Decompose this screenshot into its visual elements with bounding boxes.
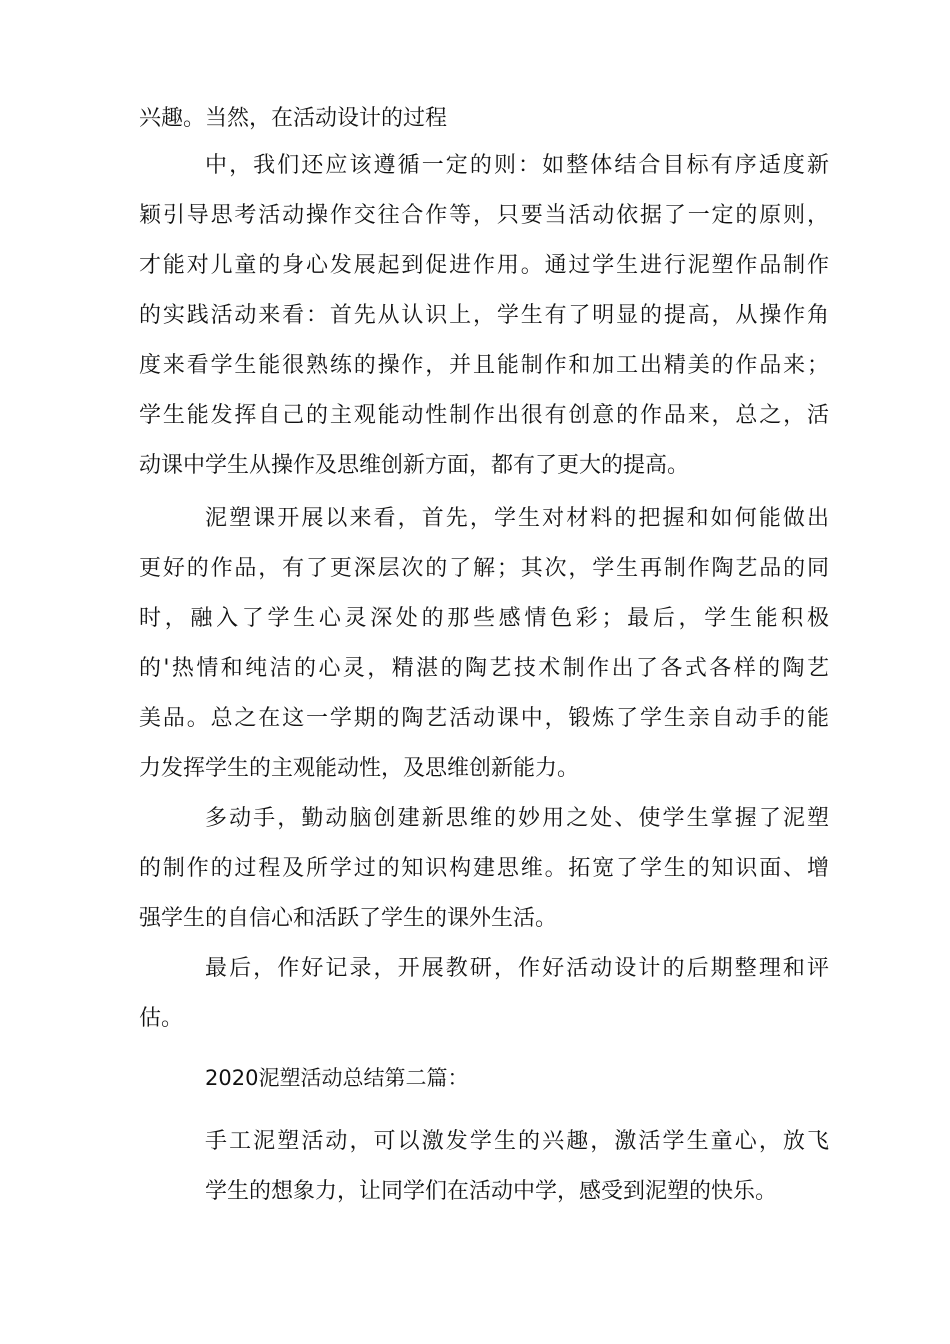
text-line: 强学生的自信心和活跃了学生的课外生活。 — [139, 906, 558, 931]
text-line: 多动手，勤动脑创建新思维的妙用之处、使学生掌握了泥塑 — [205, 806, 829, 831]
text-line: 美品。总之在这一学期的陶艺活动课中，锻炼了学生亲自动手的能 — [139, 706, 829, 731]
text-line: 的'热情和纯洁的心灵，精湛的陶艺技术制作出了各式各样的陶艺 — [139, 656, 829, 681]
text-line: 泥塑课开展以来看，首先，学生对材料的把握和如何能做出 — [205, 506, 829, 531]
text-line: 的制作的过程及所学过的知识构建思维。拓宽了学生的知识面、增 — [139, 856, 829, 881]
text-line: 颖引导思考活动操作交往合作等，只要当活动依据了一定的原则， — [139, 203, 829, 228]
text-line: 中，我们还应该遵循一定的则：如整体结合目标有序适度新 — [205, 153, 829, 178]
text-line: 估。 — [139, 1006, 184, 1031]
text-line: 最后，作好记录，开展教研，作好活动设计的后期整理和评 — [205, 956, 829, 981]
text-line: 度来看学生能很熟练的操作，并且能制作和加工出精美的作品来； — [139, 353, 829, 378]
text-line: 的实践活动来看：首先从认识上，学生有了明显的提高，从操作角 — [139, 303, 829, 328]
text-line: 才能对儿童的身心发展起到促进作用。通过学生进行泥塑作品制作 — [139, 253, 829, 278]
text-line: 时，融入了学生心灵深处的那些感情色彩；最后，学生能积极 — [139, 606, 829, 631]
text-line: 动课中学生从操作及思维创新方面，都有了更大的提高。 — [139, 453, 690, 478]
text-line: 学生的想象力，让同学们在活动中学，感受到泥塑的快乐。 — [205, 1179, 778, 1204]
text-line: 手工泥塑活动，可以激发学生的兴趣，激活学生童心，放飞 — [205, 1129, 829, 1154]
text-line: 力发挥学生的主观能动性，及思维创新能力。 — [139, 756, 580, 781]
section-heading: 2020泥塑活动总结第二篇： — [205, 1066, 469, 1090]
text-line: 学生能发挥自己的主观能动性制作出很有创意的作品来，总之，活 — [139, 403, 829, 428]
text-line: 兴趣。当然，在活动设计的过程 — [139, 106, 448, 131]
text-line: 更好的作品，有了更深层次的了解；其次，学生再制作陶艺品的同 — [139, 556, 829, 581]
